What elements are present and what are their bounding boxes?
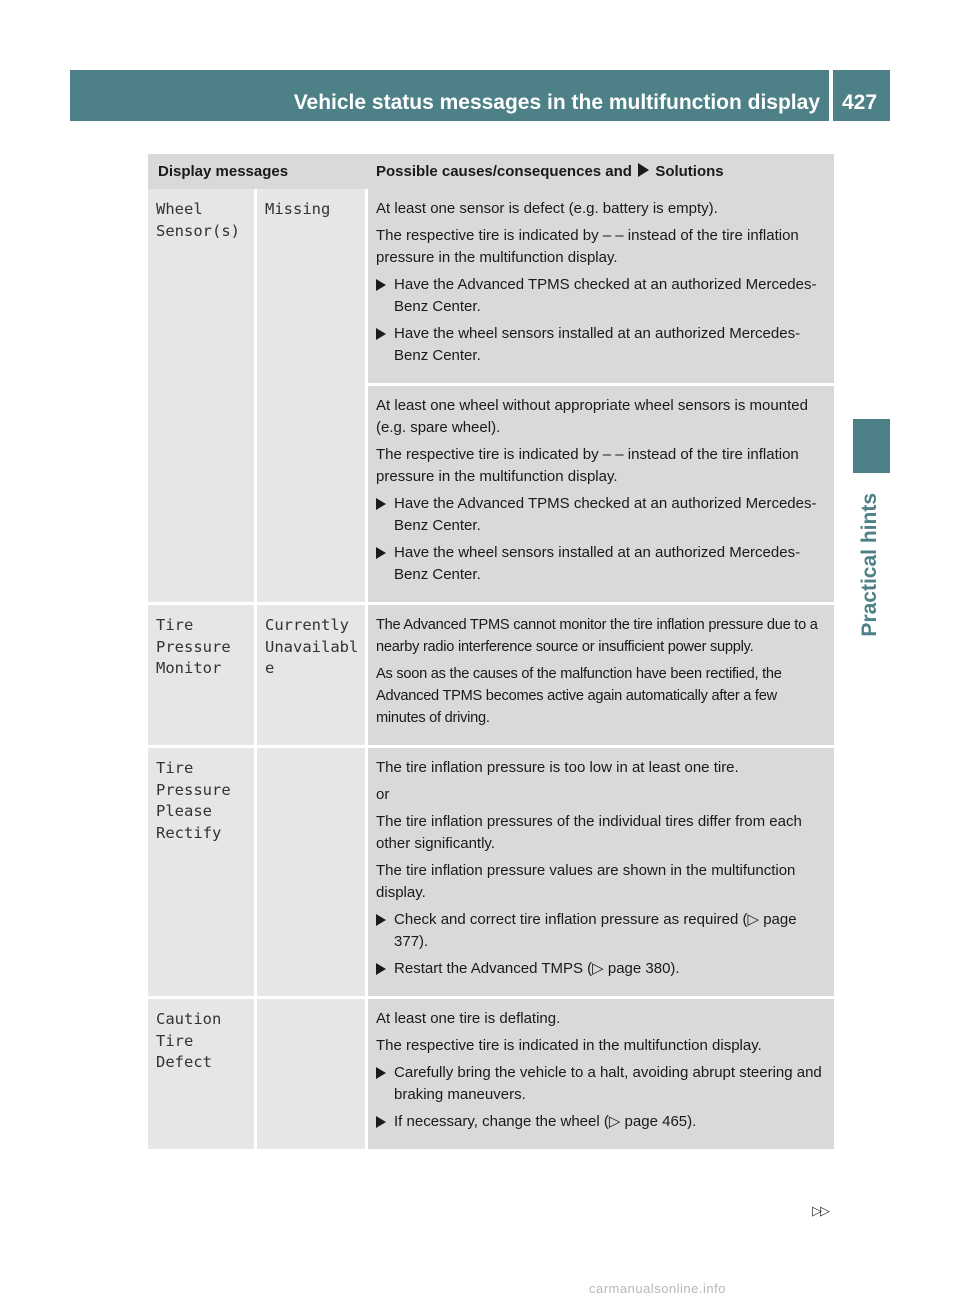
message-cell: Caution Tire Defect bbox=[148, 996, 257, 1149]
status-messages-table bbox=[148, 154, 834, 1149]
arrow-icon bbox=[376, 1067, 386, 1079]
description-text: The tire inflation pressures of the individual tires differ from each other significantly. bbox=[376, 813, 802, 852]
description-text: The respective tire is indicated by – – instead of the tire inflation pressure in the multifunction display. bbox=[376, 227, 799, 266]
page-number: 427 bbox=[842, 91, 878, 114]
header-display-messages: Display messages bbox=[148, 154, 368, 189]
table-row bbox=[148, 602, 834, 745]
description-text: As soon as the causes of the malfunction have been rectified, the Advanced TPMS becomes active again automatically after a few minutes of driving. bbox=[376, 666, 782, 726]
message-cell: Wheel Sensor(s) bbox=[148, 189, 257, 602]
action-item: Have the Advanced TPMS checked at an authorized Mercedes-Benz Center. bbox=[376, 274, 828, 318]
action-item: Check and correct tire inflation pressure as required (▷ page 377). bbox=[376, 909, 828, 953]
arrow-icon bbox=[376, 498, 386, 510]
description-cell bbox=[368, 602, 834, 745]
action-item: If necessary, change the wheel (▷ page 465). bbox=[376, 1111, 828, 1133]
description-cell bbox=[368, 745, 834, 996]
message-cell bbox=[257, 996, 368, 1149]
description-text: The respective tire is indicated in the multifunction display. bbox=[376, 1037, 762, 1054]
section-tab-marker bbox=[853, 419, 890, 473]
message-cell: Tire Pressure Monitor bbox=[148, 602, 257, 745]
action-item: Restart the Advanced TMPS (▷ page 380). bbox=[376, 958, 828, 980]
description-text: At least one sensor is defect (e.g. battery is empty). bbox=[376, 200, 718, 217]
page-header-title: Vehicle status messages in the multifunction display bbox=[293, 91, 820, 114]
table-row bbox=[148, 996, 834, 1149]
arrow-icon bbox=[376, 547, 386, 559]
header-causes-solutions: Possible causes/consequences and Solutions bbox=[368, 154, 834, 189]
description-text: The tire inflation pressure is too low in at least one tire. bbox=[376, 759, 739, 776]
description-text: At least one wheel without appropriate wheel sensors is mounted (e.g. spare wheel). bbox=[376, 397, 808, 436]
message-cell: Tire Pressure Please Rectify bbox=[148, 745, 257, 996]
arrow-icon bbox=[376, 328, 386, 340]
header-page-box bbox=[833, 70, 890, 121]
section-tab bbox=[850, 493, 890, 673]
message-cell: Missing bbox=[257, 189, 368, 602]
description-cell bbox=[368, 996, 834, 1149]
description-text: The tire inflation pressure values are shown in the multifunction display. bbox=[376, 862, 796, 901]
description-cell bbox=[368, 189, 834, 383]
message-cell bbox=[257, 745, 368, 996]
watermark: carmanualsonline.info bbox=[589, 1281, 726, 1296]
section-tab-label: Practical hints bbox=[858, 493, 881, 637]
action-item: Have the Advanced TPMS checked at an authorized Mercedes-Benz Center. bbox=[376, 493, 828, 537]
table-row bbox=[148, 189, 834, 383]
table-row bbox=[148, 745, 834, 996]
description-text: At least one tire is deflating. bbox=[376, 1010, 561, 1027]
message-cell: Currently Unavailabl e bbox=[257, 602, 368, 745]
arrow-icon bbox=[376, 1116, 386, 1128]
arrow-icon bbox=[638, 163, 649, 177]
action-item: Have the wheel sensors installed at an authorized Mercedes-Benz Center. bbox=[376, 323, 828, 367]
description-text: The Advanced TPMS cannot monitor the tire inflation pressure due to a nearby radio interference source or insufficient power supply. bbox=[376, 617, 818, 655]
table-header-row bbox=[148, 154, 834, 189]
arrow-icon bbox=[376, 914, 386, 926]
continued-marker: ▷▷ bbox=[812, 1203, 828, 1218]
header-title-bar bbox=[70, 70, 829, 121]
arrow-icon bbox=[376, 279, 386, 291]
description-text: or bbox=[376, 786, 390, 803]
description-text: The respective tire is indicated by – – instead of the tire inflation pressure in the multifunction display. bbox=[376, 446, 799, 485]
action-item: Carefully bring the vehicle to a halt, avoiding abrupt steering and braking maneuvers. bbox=[376, 1062, 828, 1106]
arrow-icon bbox=[376, 963, 386, 975]
description-cell bbox=[368, 383, 834, 602]
action-item: Have the wheel sensors installed at an authorized Mercedes-Benz Center. bbox=[376, 542, 828, 586]
